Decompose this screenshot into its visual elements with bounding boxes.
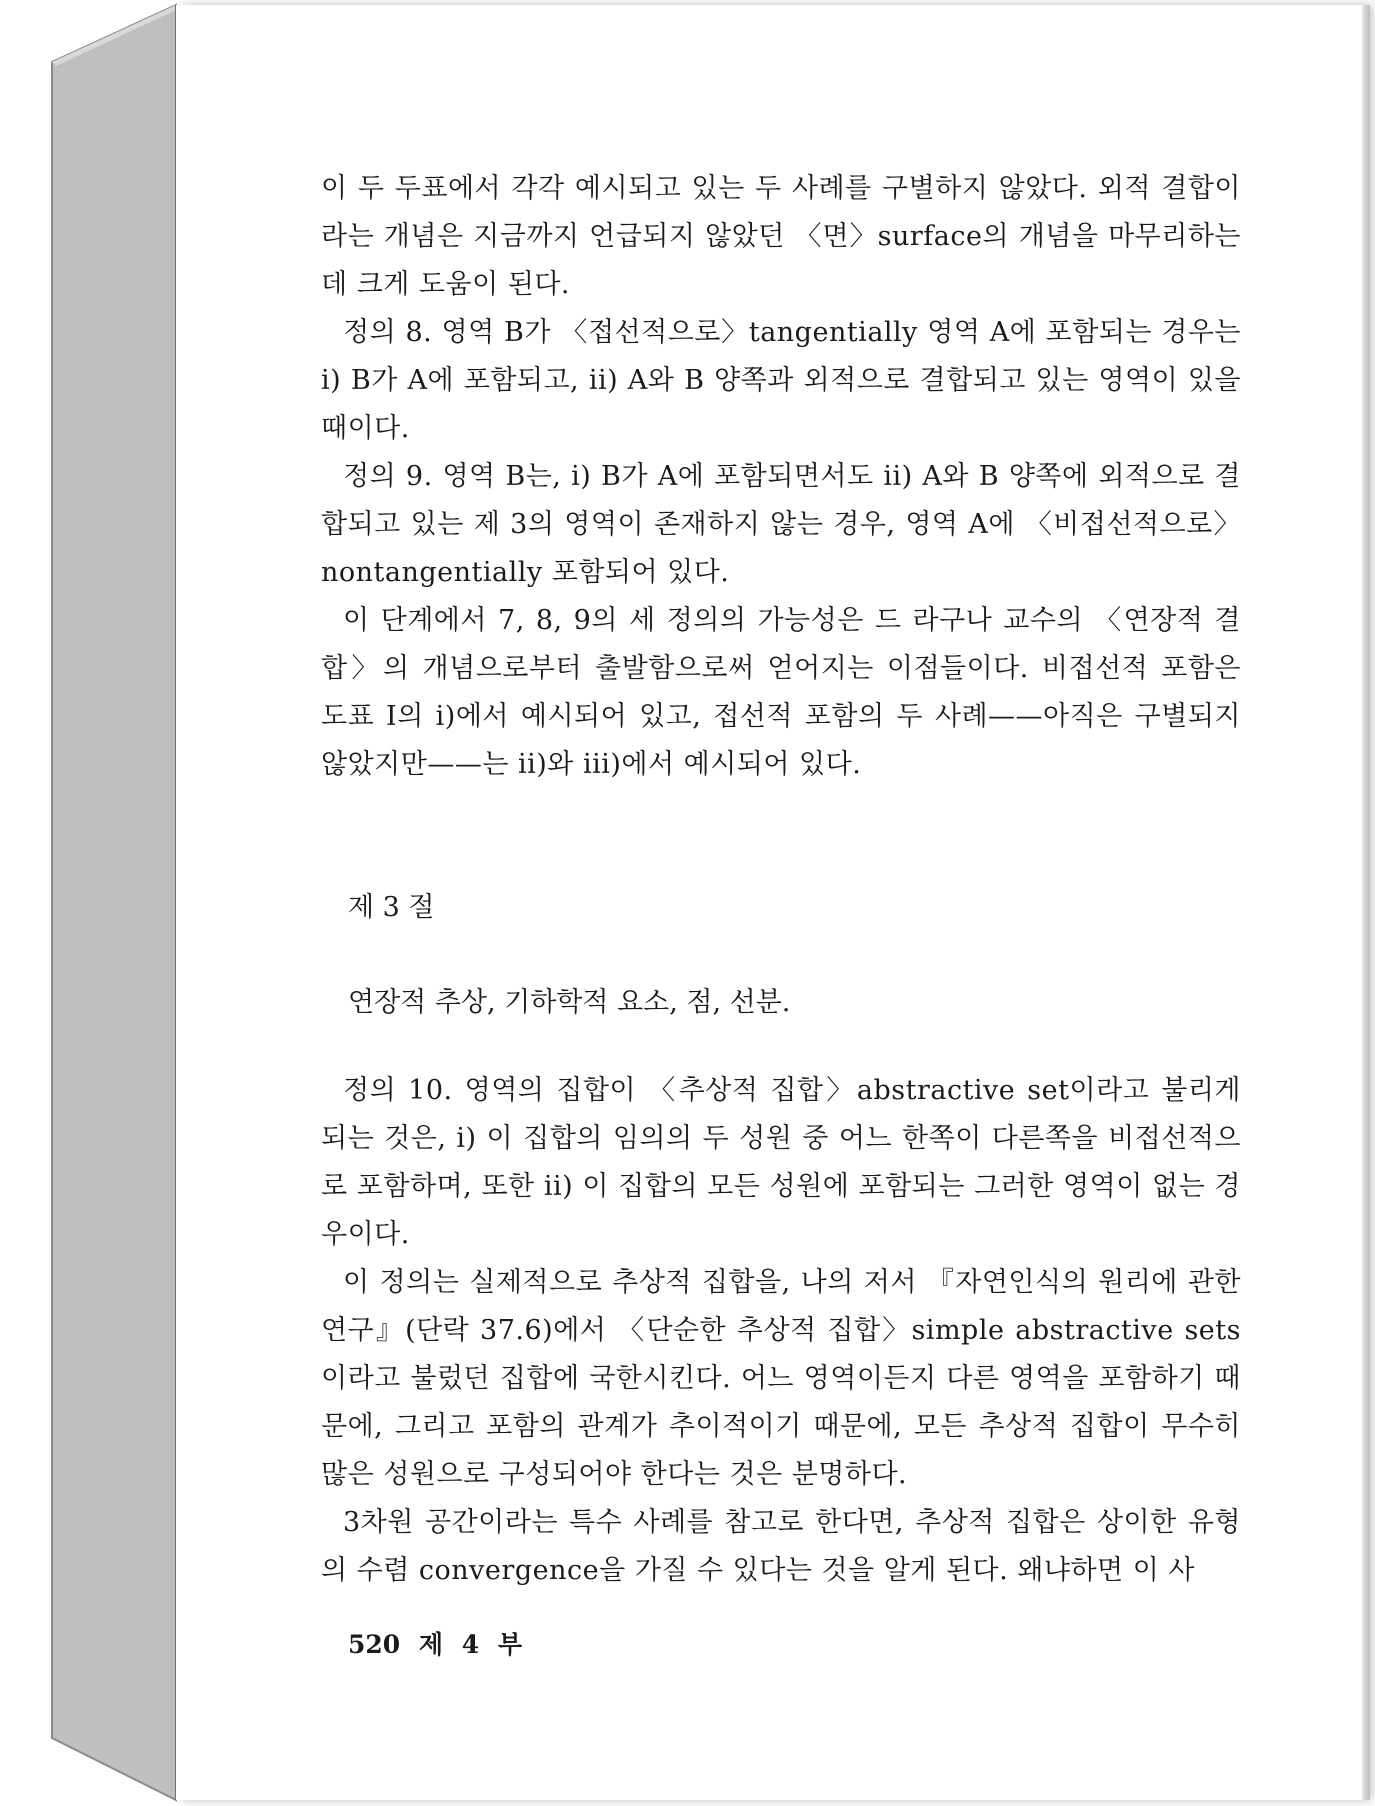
definition-9: 정의 9. 영역 B는, i) B가 A에 포함되면서도 ii) A와 B 양쪽에 외적으로 결합되고 있는 제 3의 영역이 존재하지 않는 경우, 영역 A에 〈비접선적으로〉nontangentially 포함되어 있다. [321, 461, 1241, 588]
section-heading: 제 3 절 [348, 892, 435, 923]
text-block-upper [321, 165, 1241, 789]
part-label: 제 4 부 [418, 1630, 523, 1659]
page-number: 520 [348, 1630, 401, 1659]
paragraph: 이 단계에서 7, 8, 9의 세 정의의 가능성은 드 라구나 교수의 〈연장적 결합〉의 개념으로부터 출발함으로써 얻어지는 이점들이다. 비접선적 포함은 도표 I의 i)에서 예시되어 있고, 접선적 포함의 두 사례——아직은 구별되지 않았지만——는 ii)와 iii)에서 예시되어 있다. [321, 605, 1241, 780]
paragraph: 이 정의는 실제적으로 추상적 집합을, 나의 저서 『자연인식의 원리에 관한 연구』(단락 37.6)에서 〈단순한 추상적 집합〉simple abstractive sets이라고 불렀던 집합에 국한시킨다. 어느 영역이든지 다른 영역을 포함하기 때문에, 그리고 포함의 관계가 추이적이기 때문에, 모든 추상적 집합이 무수히 많은 성원으로 구성되어야 한다는 것은 분명하다. [321, 1267, 1241, 1490]
section-title: 연장적 추상, 기하학적 요소, 점, 선분. [348, 987, 791, 1018]
book-page [176, 5, 1366, 1800]
text-block-lower [321, 1067, 1241, 1595]
definition-10: 정의 10. 영역의 집합이 〈추상적 집합〉abstractive set이라고 불리게 되는 것은, i) 이 집합의 임의의 두 성원 중 어느 한쪽이 다른쪽을 비접선적으로 포함하며, 또한 ii) 이 집합의 모든 성원에 포함되는 그러한 영역이 없는 경우이다. [321, 1075, 1241, 1250]
definition-8: 정의 8. 영역 B가 〈접선적으로〉tangentially 영역 A에 포함되는 경우는 i) B가 A에 포함되고, ii) A와 B 양쪽과 외적으로 결합되고 있는 영역이 있을 때이다. [321, 317, 1241, 444]
paragraph: 이 두 두표에서 각각 예시되고 있는 두 사례를 구별하지 않았다. 외적 결합이라는 개념은 지금까지 언급되지 않았던 〈면〉surface의 개념을 마무리하는 데 크게 도움이 된다. [321, 173, 1241, 300]
page-footer [348, 1625, 522, 1661]
paragraph: 3차원 공간이라는 특수 사례를 참고로 한다면, 추상적 집합은 상이한 유형의 수렴 convergence을 가질 수 있다는 것을 알게 된다. 왜냐하면 이 사 [321, 1507, 1241, 1586]
